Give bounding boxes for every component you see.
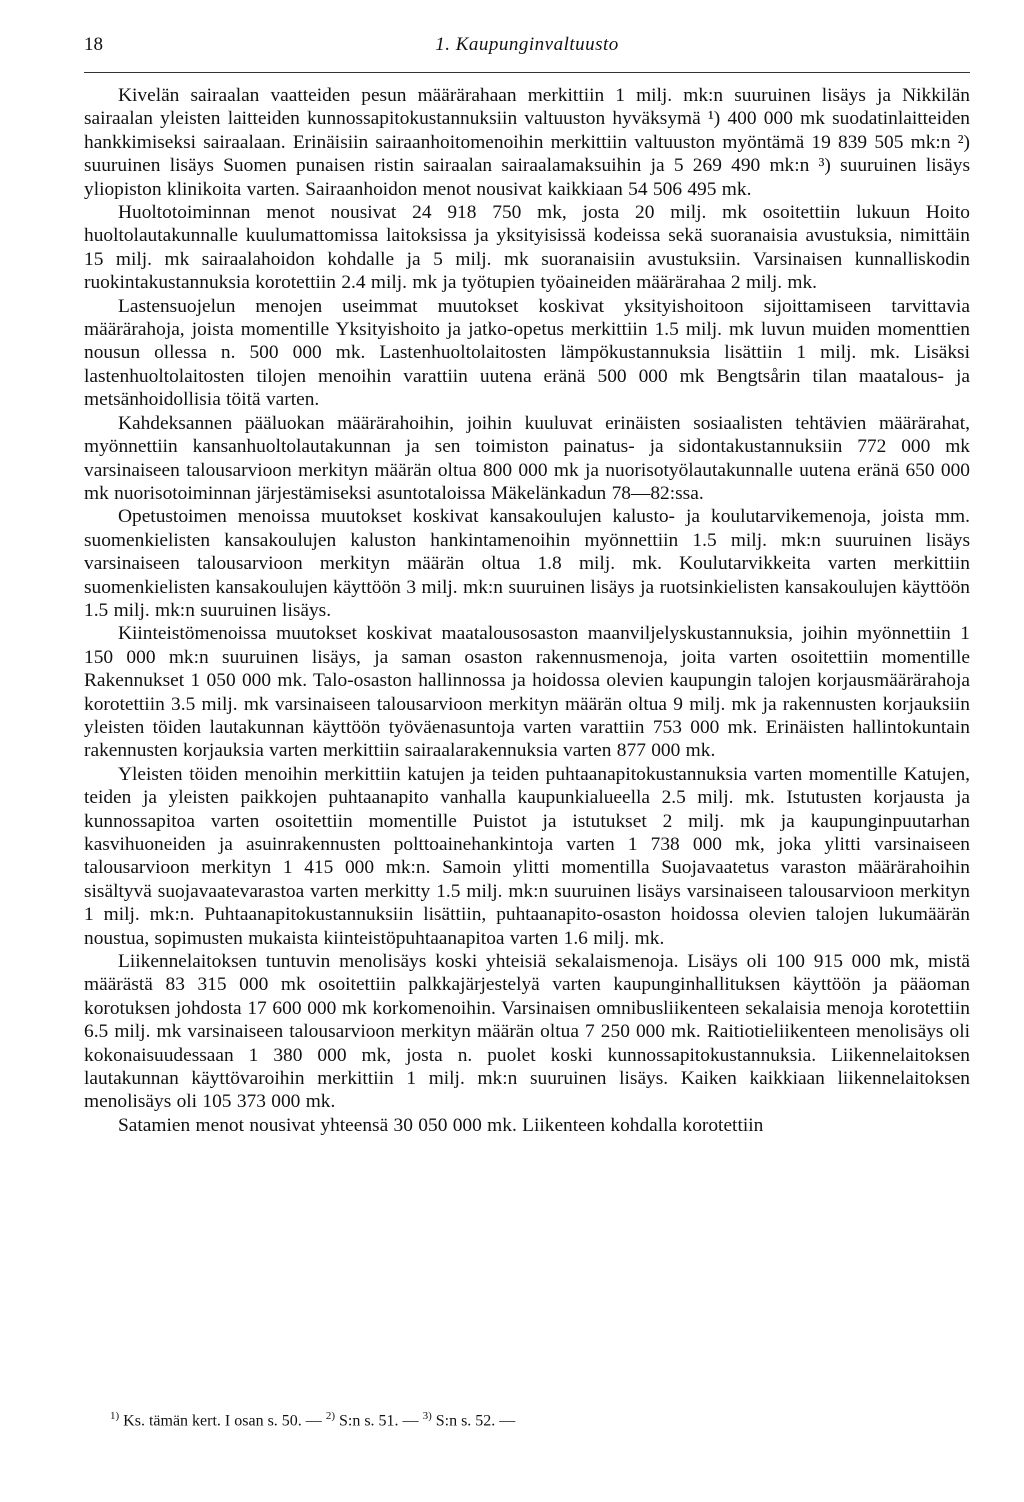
footnote-marker: 3) <box>422 1410 432 1422</box>
paragraph: Yleisten töiden menoihin merkittiin katujen ja teiden puhtaanapitokustannuksia varten momentille Katujen, teiden ja yleisten paikkojen puhtaanapito vanhalla kaupunkialueella 2.5 milj. mk. Istutusten korjausta ja kunnossapitoa varten osoitettiin momentille Puistot ja istutukset 2 milj. mk ja kaupunginpuutarhan kasvihuoneiden ja asuinrakennusten polttoainehankintoja varten 1 738 000 mk, joka ylitti varsinaiseen talousarvioon merkityn 1 415 000 mk:n. Samoin ylitti momentilla Suojavaatetus varaston määrärahoihin sisältyvä suojavaatevarastoa varten merkitty 1.5 milj. mk:n suuruinen lisäys varsinaiseen talousarvioon merkityn 1 milj. mk:n. Puhtaanapitokustannuksiin lisättiin, puhtaanapito-osaston hoidossa olevien talojen lukumäärän noustua, sopimusten mukaista kiinteistöpuhtaanapitoa varten 1.6 milj. mk. <box>84 763 970 949</box>
paragraph: Kahdeksannen pääluokan määrärahoihin, joihin kuuluvat erinäisten sosiaalisten tehtävien määrärahat, myönnettiin kansanhuoltolautakunnan ja sen toimiston painatus- ja sidontakustannuksiin 772 000 mk varsinaiseen talousarvioon merkityn määrän oltua 800 000 mk ja nuorisotyölautakunnalle uutena eränä 650 000 mk nuorisotoiminnan järjestämiseksi asuntotaloissa Mäkelänkadun 78—82:ssa. <box>84 412 970 504</box>
paragraph: Opetustoimen menoissa muutokset koskivat kansakoulujen kalusto- ja koulutarvikemenoja, joista mm. suomenkielisten kansakoulujen kaluston hankintamenoihin myönnettiin 1.5 milj. mk:n suuruinen lisäys varsinaiseen talousarvioon merkityn määrän oltua 1.8 milj. mk. Koulutarvikkeita varten merkittiin suomenkielisten kansakoulujen käyttöön 3 milj. mk:n suuruinen lisäys ja ruotsinkielisten kansakoulujen käyttöön 1.5 milj. mk:n suuruinen lisäys. <box>84 506 970 621</box>
paragraph: Liikennelaitoksen tuntuvin menolisäys koski yhteisiä sekalaismenoja. Lisäys oli 100 915 000 mk, mistä määrästä 83 315 000 mk osoitettiin palkkajärjestelyä varten kaupunginhallituksen käyttöön ja pääoman korotuksen johdosta 17 600 000 mk korkomenoihin. Varsinaisen omnibusliikenteen sekalaisia menoja korotettiin 6.5 milj. mk varsinaiseen talousarvioon merkityn määrän oltua 7 250 000 mk. Raitiotieliikenteen menolisäys oli kokonaisuudessaan 1 380 000 mk, josta n. puolet koski kunnossapitokustannuksia. Liikennelaitoksen lautakunnan käyttövaroihin merkittiin 1 milj. mk:n suuruinen lisäys. Kaiken kaikkiaan liikennelaitoksen menolisäys oli 105 373 000 mk. <box>84 951 970 1113</box>
footnotes <box>110 1410 515 1430</box>
footnote-marker: 2) <box>325 1410 335 1422</box>
body-text <box>84 84 970 1137</box>
paragraph: Satamien menot nousivat yhteensä 30 050 000 mk. Liikenteen kohdalla korotettiin <box>118 1114 764 1136</box>
paragraph: Kivelän sairaalan vaatteiden pesun määrärahaan merkittiin 1 milj. mk:n suuruinen lisäys ja Nikkilän sairaalan yleisten laitteiden kunnossapitokustannuksiin valtuuston hyväksymä ¹) 400 000 mk suodatinlaitteiden hankkimiseksi sairaalaan. Erinäisiin sairaanhoitomenoihin merkittiin valtuuston myöntämä 19 839 505 mk:n ²) suuruinen lisäys Suomen punaisen ristin sairaalan sairaalamaksuihin ja 5 269 490 mk:n ³) suuruinen lisäys yliopiston klinikoita varten. Sairaanhoidon menot nousivat kaikkiaan 54 506 495 mk. <box>84 85 970 200</box>
running-title: 1. Kaupunginvaltuusto <box>435 34 619 55</box>
page-header <box>84 20 970 70</box>
paragraph: Lastensuojelun menojen useimmat muutokset koskivat yksityishoitoon sijoittamiseen tarvittavia määrärahoja, joista momentille Yksityishoito ja jatko-opetus merkittiin 1.5 milj. mk luvun muiden momenttien nousun ollessa n. 500 000 mk. Lastenhuoltolaitosten lämpökustannuksia lisättiin 1 milj. mk. Lisäksi lastenhuoltolaitosten tilojen menoihin varattiin uutena eränä 500 000 mk Bengtsårin tilan maatalous- ja metsänhoidollisia töitä varten. <box>84 295 970 411</box>
footnote-text: S:n s. 52. — <box>431 1412 516 1430</box>
footnote-marker: 1) <box>110 1410 120 1422</box>
paragraph: Huoltotoiminnan menot nousivat 24 918 750 mk, josta 20 milj. mk osoitettiin lukuun Hoito huoltolautakunnalle kuulumattomissa laitoksissa ja yksityisissä kodeissa sekä suoranaisia avustuksia, nimittäin 15 milj. mk sairaalahoidon kohdalle ja 5 milj. mk suoranaisiin avustuksiin. Varsinaisen kunnalliskodin ruokintakustannuksia korotettiin 2.4 milj. mk ja työtupien työaineiden määrärahaa 2 milj. mk. <box>84 202 970 294</box>
header-rule <box>84 72 970 73</box>
paragraph: Kiinteistömenoissa muutokset koskivat maatalousosaston maanviljelyskustannuksia, joihin myönnettiin 1 150 000 mk:n suuruinen lisäys, ja saman osaston rakennusmenoja, joita varten osoitettiin momentille Rakennukset 1 050 000 mk. Talo-osaston hallinnossa ja hoidossa olevien kaupungin talojen korjausmäärärahoja korotettiin 3.5 milj. mk varsinaiseen talousarvioon merkityn määrän oltua 9 milj. mk ja rakennusten korjauksiin yleisten töiden lautakunnan käyttöön työväenasuntoja varten varattiin 753 000 mk. Erinäisten hallintokuntain rakennusten korjauksia varten merkittiin sairaalarakennuksia varten 877 000 mk. <box>84 623 970 762</box>
footnote-text: Ks. tämän kert. I osan s. 50. — <box>119 1412 326 1430</box>
page-number: 18 <box>84 34 103 55</box>
footnote-text: S:n s. 51. — <box>334 1412 423 1430</box>
